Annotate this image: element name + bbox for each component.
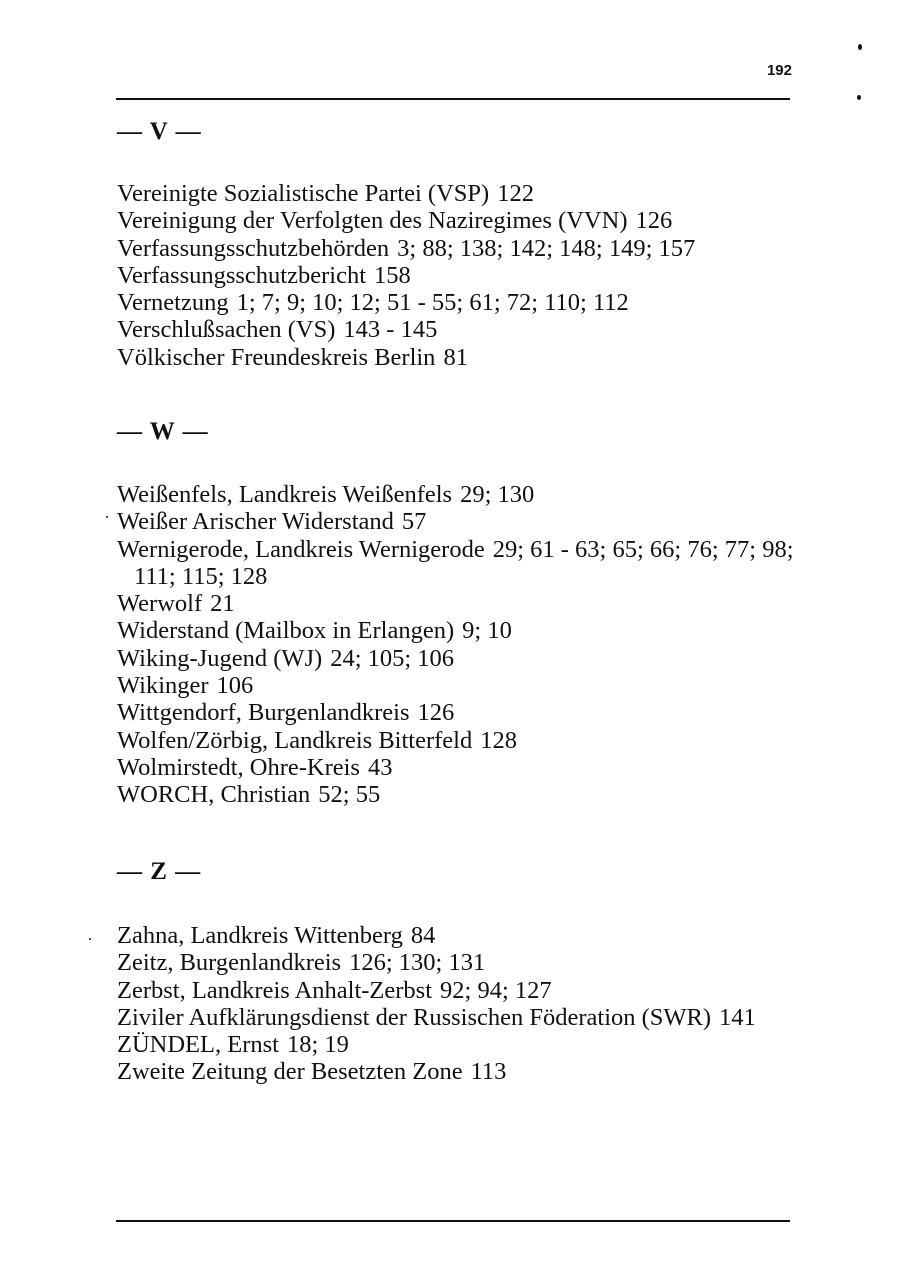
entry-pages: 126 — [635, 207, 673, 235]
index-entry — [117, 949, 807, 976]
scan-speck — [106, 516, 108, 518]
index-entry — [117, 754, 807, 781]
entry-term: Verfassungsschutzbehörden — [117, 234, 390, 262]
index-entry — [117, 1031, 807, 1058]
entry-pages: 57 — [401, 508, 427, 536]
entry-pages: 21 — [210, 590, 235, 618]
entry-pages: 18; 19 — [286, 1031, 349, 1059]
index-entry — [117, 672, 807, 699]
index-entry — [117, 977, 807, 1004]
entry-term: Wolfen/Zörbig, Landkreis Bitterfeld — [117, 726, 473, 754]
entry-term: Widerstand (Mailbox in Erlangen) — [117, 617, 455, 645]
index-entry-continuation — [117, 563, 807, 590]
entry-pages-continued: 111; 115; 128 — [134, 562, 268, 590]
index-list-v — [117, 180, 807, 371]
index-entry — [117, 699, 807, 726]
entry-term: Zerbst, Landkreis Anhalt-Zerbst — [117, 976, 433, 1004]
scan-speck — [857, 95, 861, 100]
index-list-w — [117, 481, 807, 809]
scan-speck — [858, 44, 862, 50]
entry-pages: 126; 130; 131 — [349, 949, 486, 977]
entry-term: WORCH, Christian — [117, 781, 311, 809]
entry-term: Zahna, Landkreis Wittenberg — [117, 922, 403, 949]
index-entry — [117, 617, 807, 644]
index-entry — [117, 481, 807, 508]
entry-term: Weißer Arischer Widerstand — [117, 508, 394, 536]
index-entry — [117, 289, 807, 316]
index-entry — [117, 180, 807, 207]
entry-pages: 141 — [719, 1003, 756, 1031]
index-entry — [117, 262, 807, 289]
index-entry — [117, 344, 807, 371]
section-heading-w: — W — — [117, 418, 209, 445]
entry-term: ZÜNDEL, Ernst — [117, 1031, 279, 1059]
top-rule — [116, 98, 790, 100]
entry-term: Vereinigung der Verfolgten des Naziregimes (VVN) — [117, 207, 628, 235]
entry-pages: 29; 61 - 63; 65; 66; 76; 77; 98; — [492, 535, 794, 563]
index-entry — [117, 508, 807, 535]
entry-term: Vereinigte Sozialistische Partei (VSP) — [117, 180, 490, 207]
entry-pages: 9; 10 — [462, 617, 512, 645]
entry-term: Verschlußsachen (VS) — [117, 316, 336, 344]
entry-pages: 143 - 145 — [343, 316, 438, 344]
index-entry — [117, 590, 807, 617]
entry-pages: 106 — [216, 672, 254, 700]
entry-term: Wiking-Jugend (WJ) — [117, 644, 323, 672]
entry-pages: 113 — [470, 1058, 507, 1086]
entry-term: Wikinger — [117, 672, 209, 700]
entry-term: Verfassungsschutzbericht — [117, 261, 367, 289]
entry-term: Wolmirstedt, Ohre-Kreis — [117, 753, 360, 781]
entry-pages: 29; 130 — [460, 481, 535, 508]
entry-pages: 92; 94; 127 — [440, 976, 552, 1004]
entry-term: Zweite Zeitung der Besetzten Zone — [117, 1058, 463, 1086]
entry-pages: 128 — [480, 726, 517, 754]
entry-term: Zeitz, Burgenlandkreis — [117, 949, 342, 977]
entry-term: Völkischer Freundeskreis Berlin — [117, 343, 436, 371]
index-entry — [117, 1058, 807, 1085]
entry-term: Wittgendorf, Burgenlandkreis — [117, 699, 410, 727]
index-entry — [117, 536, 807, 563]
entry-pages: 81 — [443, 343, 468, 371]
entry-pages: 126 — [417, 699, 455, 727]
entry-pages: 84 — [410, 922, 436, 949]
index-entry — [117, 207, 807, 234]
bottom-rule — [116, 1220, 790, 1222]
index-list-z — [117, 922, 807, 1086]
scan-speck — [89, 938, 91, 940]
entry-pages: 52; 55 — [318, 781, 381, 809]
section-heading-z: — Z — — [117, 858, 202, 885]
index-entry — [117, 1004, 807, 1031]
entry-pages: 158 — [374, 261, 411, 289]
index-entry — [117, 235, 807, 262]
entry-term: Werwolf — [117, 590, 203, 618]
entry-pages: 43 — [367, 753, 393, 781]
entry-pages: 122 — [497, 180, 534, 207]
index-entry — [117, 781, 807, 808]
index-entry — [117, 316, 807, 343]
entry-pages: 3; 88; 138; 142; 148; 149; 157 — [397, 234, 696, 262]
entry-term: Vernetzung — [117, 289, 229, 317]
index-entry — [117, 645, 807, 672]
index-entry — [117, 922, 807, 949]
entry-term: Ziviler Aufklärungsdienst der Russischen Föderation (SWR) — [117, 1003, 712, 1031]
index-entry — [117, 727, 807, 754]
entry-term: Weißenfels, Landkreis Weißenfels — [117, 481, 453, 508]
entry-term: Wernigerode, Landkreis Wernigerode — [117, 535, 485, 563]
entry-pages: 1; 7; 9; 10; 12; 51 - 55; 61; 72; 110; 112 — [236, 289, 629, 317]
entry-pages: 24; 105; 106 — [330, 644, 455, 672]
section-heading-v: — V — — [117, 118, 202, 145]
page-number: 192 — [766, 62, 792, 79]
